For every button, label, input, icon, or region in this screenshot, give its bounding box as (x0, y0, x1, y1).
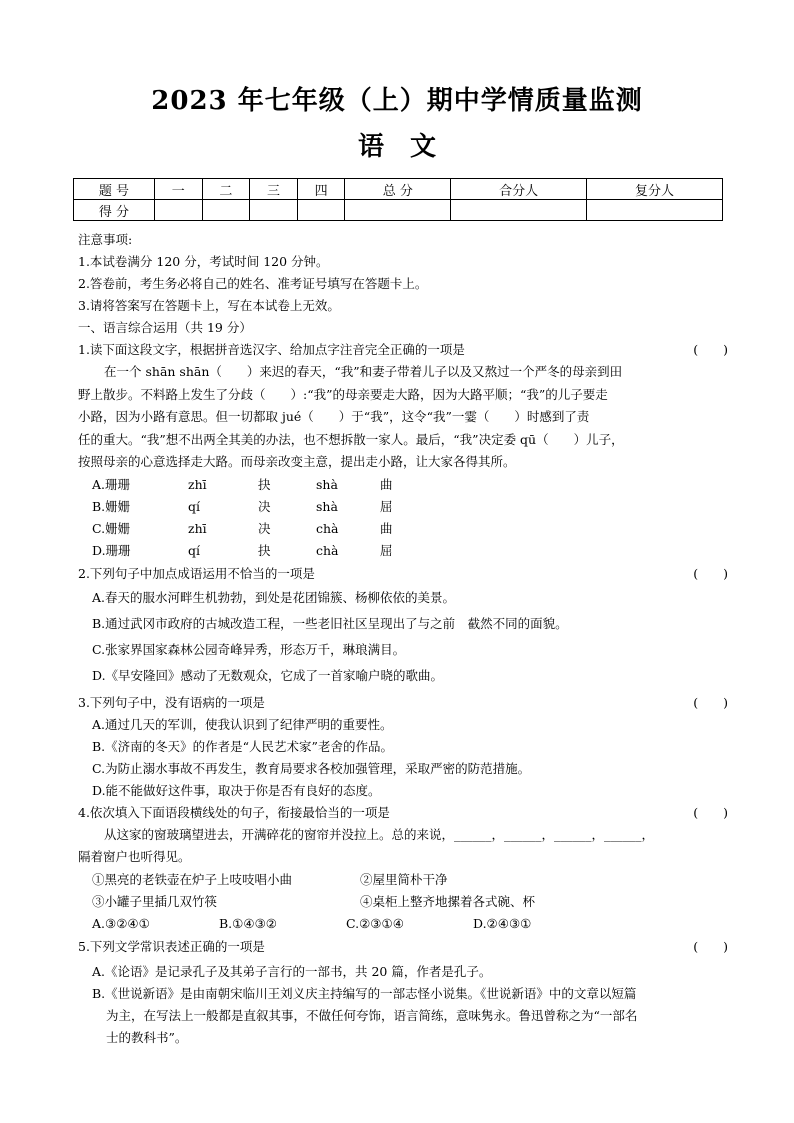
option-label: D.珊珊 (92, 542, 131, 558)
score-cell (250, 200, 298, 221)
passage-line: 在一个 shān shān（ ）来迟的春天，“我”和妻子带着儿子以及又熬过一个严冬的母亲到田 (104, 364, 623, 379)
question-text: 2.下列句子中加点成语运用不恰当的一项是 (78, 565, 315, 581)
option-line: A.通过几天的军训，使我认识到了纪律严明的重要性。 (92, 716, 393, 732)
fill-items-row (78, 891, 728, 913)
option-cell: 屈 (380, 498, 393, 514)
score-cell (451, 200, 587, 221)
score-header-cell: 四 (297, 179, 345, 200)
answer-paren: ( ) (693, 342, 728, 357)
note-item: 2.答卷前，考生务必将自己的姓名、准考证号填写在答题卡上。 (78, 276, 428, 291)
option-line: B.《济南的冬天》的作者是“人民艺术家”老舍的作品。 (92, 738, 393, 754)
option-line: D.《早安隆回》感动了无数观众，它成了一首家喻户晓的歌曲。 (92, 667, 444, 683)
option-cell: 屈 (380, 542, 393, 558)
fill-item: ①黑亮的老铁壶在炉子上吱吱唱小曲 (92, 871, 293, 887)
fill-item: ④桌柜上整齐地摞着各式碗、杯 (360, 893, 536, 909)
note-item: 1.本试卷满分 120 分，考试时间 120 分钟。 (78, 254, 329, 269)
option-cell: qí (188, 542, 200, 558)
score-cell (155, 200, 203, 221)
passage-line: 从这家的窗玻璃望进去，开满碎花的窗帘并没拉上。总的来说，______，______，______，______， (104, 826, 655, 842)
question-text: 4.依次填入下面语段横线处的句子，衔接最恰当的一项是 (78, 804, 390, 820)
option-cell: chà (316, 542, 339, 558)
option-cell: 抉 (258, 542, 271, 558)
option-cell: C.②③①④ (346, 915, 404, 931)
score-table-header-row (74, 179, 723, 200)
exam-title: 2023 年七年级（上）期中学情质量监测 (151, 86, 643, 116)
option-row (78, 540, 728, 562)
passage-line: 野上散步。不料路上发生了分歧（ ）:“我”的母亲要走大路，因为大路平顺；“我”的儿子要走 (78, 386, 608, 402)
question-text: 5.下列文学常识表述正确的一项是 (78, 938, 265, 954)
option-line: A.《论语》是记录孔子及其弟子言行的一部书，共 20 篇，作者是孔子。 (92, 963, 492, 979)
option-line: B.通过武冈市政府的古城改造工程，一些老旧社区呈现出了与之前 截然不同的面貌。 (92, 615, 568, 631)
score-cell (587, 200, 723, 221)
score-header-cell: 题 号 (74, 179, 155, 200)
question-text: 3.下列句子中，没有语病的一项是 (78, 694, 265, 710)
passage-line: 小路，因为小路有意思。但一切都取 jué（ ）于“我”，这令“我”一霎（ ）时感到了责 (78, 409, 590, 424)
option-cell: B.①④③② (219, 915, 277, 931)
option-line: C.为防止溺水事故不再发生，教育局要求各校加强管理，采取严密的防范措施。 (92, 760, 531, 776)
option-cell: 决 (258, 498, 271, 514)
score-header-cell: 总 分 (345, 179, 451, 200)
fill-item: ②屋里简朴干净 (360, 871, 448, 887)
answer-paren: ( ) (693, 565, 728, 581)
option-row (78, 496, 728, 518)
option-cell: 曲 (380, 520, 393, 536)
answer-paren: ( ) (693, 694, 728, 710)
option-line: D.能不能做好这件事，取决于你是否有良好的态度。 (92, 782, 381, 798)
passage-line: 隔着窗户也听得见。 (78, 849, 191, 864)
notes-heading: 注意事项: (78, 232, 133, 247)
question-4-passage (78, 824, 718, 869)
question-text: 1.读下面这段文字，根据拼音选汉字、给加点字注音完全正确的一项是 (78, 342, 465, 357)
answer-paren: ( ) (693, 804, 728, 820)
score-header-cell: 二 (202, 179, 250, 200)
option-cell: qí (188, 498, 200, 514)
score-cell (297, 200, 345, 221)
option-label: B.姗姗 (92, 498, 131, 514)
score-header-cell: 一 (155, 179, 203, 200)
option-cell: A.③②④① (92, 915, 150, 931)
option-line: 士的教科书”。 (106, 1029, 188, 1045)
question-5-stem (78, 936, 728, 958)
passage-line: 任的重大。“我”想不出两全其美的办法，也不想拆散一家人。最后，“我”决定委 qū（ ）儿子， (78, 431, 624, 447)
option-line: B.《世说新语》是由南朝宋临川王刘义庆主持编写的一部志怪小说集。《世说新语》中的文章以短篇 (92, 985, 637, 1001)
option-cell: zhī (188, 520, 207, 536)
option-cell: 决 (258, 520, 271, 536)
question-3-stem (78, 692, 728, 714)
option-label: A.珊珊 (92, 476, 131, 492)
score-cell (202, 200, 250, 221)
option-cell: zhī (188, 476, 207, 492)
option-row (78, 913, 728, 935)
option-line: A.春天的服水河畔生机勃勃，到处是花团锦簇、杨柳依依的美景。 (92, 589, 456, 605)
fill-item: ③小罐子里插几双竹筷 (92, 893, 218, 909)
question-1-stem (78, 339, 728, 361)
score-header-cell: 合分人 (451, 179, 587, 200)
score-header-cell: 复分人 (587, 179, 723, 200)
option-cell: shà (316, 498, 338, 514)
passage-line: 按照母亲的心意选择走大路。而母亲改变主意，提出走小路，让大家各得其所。 (78, 454, 516, 469)
question-4-stem (78, 802, 728, 824)
score-table-score-row (74, 200, 723, 221)
option-row (78, 474, 728, 496)
fill-items-row (78, 869, 728, 891)
note-item: 3.请将答案写在答题卡上，写在本试卷上无效。 (78, 298, 340, 313)
option-cell: 抉 (258, 476, 271, 492)
question-1-passage (78, 361, 718, 474)
score-header-cell: 三 (250, 179, 298, 200)
option-label: C.姗姗 (92, 520, 131, 536)
section-heading: 一、语言综合运用（共 19 分） (78, 320, 252, 335)
option-cell: D.②④③① (473, 915, 532, 931)
option-cell: chà (316, 520, 339, 536)
option-cell: 曲 (380, 476, 393, 492)
score-row-label: 得 分 (74, 200, 155, 221)
option-line: C.张家界国家森林公园奇峰异秀，形态万千，琳琅满目。 (92, 641, 406, 657)
option-cell: shà (316, 476, 338, 492)
score-cell (345, 200, 451, 221)
option-row (78, 518, 728, 540)
subject-title: 语 文 (357, 132, 436, 162)
exam-body (78, 229, 728, 1049)
question-2-stem (78, 563, 728, 585)
answer-paren: ( ) (693, 938, 728, 954)
option-line: 为主，在写法上一般都是直叙其事，不做任何夸饰，语言简练，意味隽永。鲁迅曾称之为“一部名 (106, 1007, 638, 1023)
score-table (73, 178, 723, 221)
